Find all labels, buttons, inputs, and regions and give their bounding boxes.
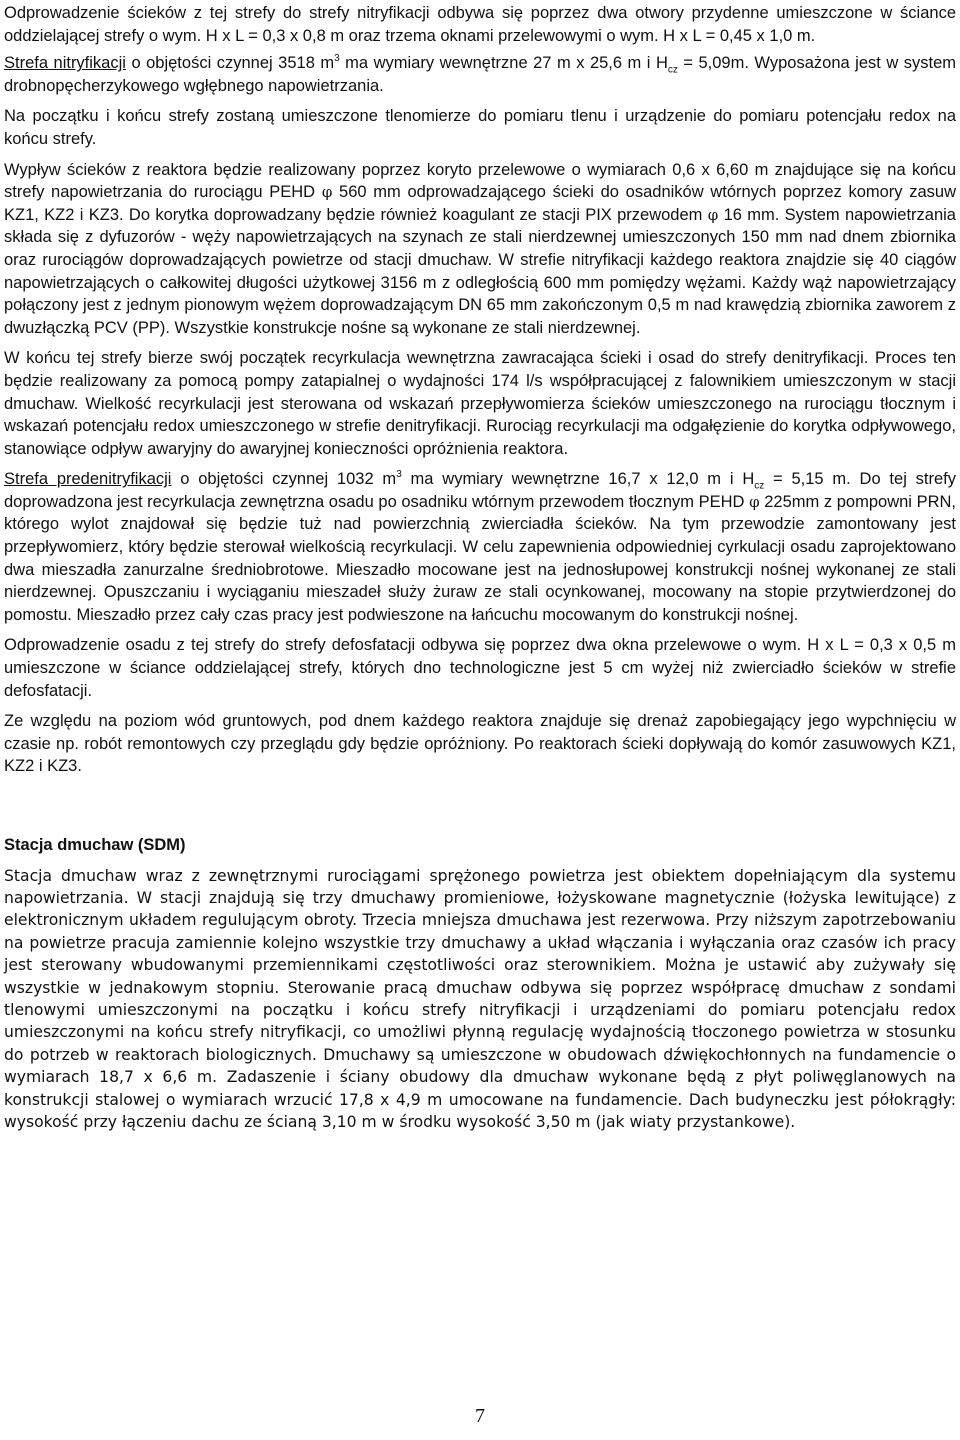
text-span: 16 mm. System napowietrzania składa się z dyfuzorów - węży napowietrzających na szynach ze stali nierdzewnej umieszczonych 150 mm nad dnem zbiornika oraz rurociągów doprowadzających powietrze od stacji dmuchaw. W strefie nitryfikacji każdego reaktora znajdzie się 40 ciągów napowietrzających o całkowitej długości użytkowej 3156 m z odległością 600 mm pomiędzy wężami. Każdy wąż napowietrzający połączony jest z jednym pionowym wężem doprowadzającym DN 65 mm zakończonym 0,5 m nad krawędzią zbiornika zaworem z dwuzłączką PCV (PP). Wszystkie konstrukcje nośne są wykonane ze stali nierdzewnej. bbox=[4, 205, 956, 337]
text-span: Wypływ ścieków z reaktora będzie realizowany poprzez koryto przelewowe o wymiarach 0,6 x 6,60 m znajdujące się na końcu strefy napowietrzania do rurociągu PEHD bbox=[4, 160, 956, 202]
text-span: o objętości czynnej 3518 m bbox=[125, 54, 335, 73]
nitrification-zone-title: Strefa nitryfikacji bbox=[4, 54, 126, 73]
paragraph-nitrification-zone bbox=[4, 52, 956, 97]
paragraph-internal-recirculation: W końcu tej strefy bierze swój początek recyrkulacja wewnętrzna zawracająca ścieki i osad do strefy denitryfikacji. Proces ten będzie realizowany za pomocą pompy zatapialnej o wydajności 174 l/s współpracującej z falownikiem umieszczonym w stacji dmuchaw. Wielkość recyrkulacji jest sterowana od wskazań przepływomierza ścieków umieszczonego na rurociągu tłocznym i wskazań potencjału redox umieszczonego w strefie denitryfikacji. Rurociąg recyrkulacji ma odgałęzienie do korytka odpływowego, stanowiące odpływ awaryjny do awaryjnej konieczności opróżnienia reaktora. bbox=[4, 349, 956, 458]
diameter-symbol: φ bbox=[321, 183, 333, 202]
paragraph-oxygen-meters: Na początku i końcu strefy zostaną umieszczone tlenomierze do pomiaru tlenu i urządzenie do pomiaru potencjału redox na końcu strefy. bbox=[4, 107, 956, 148]
text-span: = 5,09m. Wyposażona jest w system drobnopęcherzykowego wgłębnego napowietrzania. bbox=[4, 54, 956, 95]
text-span: ma wymiary wewnętrzne 16,7 x 12,0 m i H bbox=[401, 470, 755, 489]
superscript: 3 bbox=[334, 52, 340, 64]
document-page bbox=[4, 2, 956, 1133]
text-span: o objętości czynnej 1032 m bbox=[171, 470, 397, 489]
paragraph-outflow-nitrification: Odprowadzenie ścieków z tej strefy do strefy nitryfikacji odbywa się poprzez dwa otwory przydenne umieszczone w ściance oddzielającej strefy o wym. H x L = 0,3 x 0,8 m oraz trzema oknami przelewowymi o wym. H x L = 0,45 x 1,0 m. bbox=[4, 4, 956, 45]
text-span: = 5,15 m. Do tej strefy doprowadzona jest recyrkulacja zewnętrzna osadu po osadniku wtórnym przewodem tłocznym PEHD bbox=[4, 470, 957, 511]
text-span: 225mm z pompowni PRN, którego wylot znajdował się będzie tuż nad powierzchnią zwierciadła ścieków. Na tym przewodzie zamontowany jest przepływomierz, który będzie sterował wielkością recyrkulacji. W celu zapewnienia odpowiedniej cyrkulacji osadu zaprojektowano dwa mieszadła zanurzalne średniobrotowe. Mieszadło mocowane jest na jednosłupowej konstrukcji nośnej wykonanej ze stali nierdzewnej. Opuszczaniu i wyciąganiu mieszadeł służy żuraw ze stali ocynkowanej, mocowany na stopie przytwierdzonej do pomostu. Mieszadło przez cały czas pracy jest podwieszone na łańcuchu mocowanym do konstrukcji nośnej. bbox=[4, 492, 956, 624]
text-span: ma wymiary wewnętrzne 27 m x 25,6 m i H bbox=[339, 54, 668, 73]
paragraph-groundwater-drainage: Ze względu na poziom wód gruntowych, pod dnem każdego reaktora znajduje się drenaż zapobiegający jego wypchnięciu w czasie np. robót remontowych czy przeglądu gdy będzie opróżniony. Po reaktorach ścieki dopływają do komór zasuwowych KZ1, KZ2 i KZ3. bbox=[4, 712, 956, 776]
text-span: 560 mm odprowadzającego ścieki do osadników wtórnych poprzez komory zasuw KZ1, KZ2 i KZ3. Do korytka doprowadzany będzie również koagulant ze stacji PIX przewodem bbox=[4, 183, 957, 224]
section-heading-blower-station: Stacja dmuchaw (SDM) bbox=[4, 836, 186, 854]
paragraph-reactor-outflow bbox=[4, 159, 956, 340]
subscript: cz bbox=[754, 480, 765, 492]
superscript: 3 bbox=[396, 468, 402, 480]
predenitrification-zone-title: Strefa predenitryfikacji bbox=[4, 470, 172, 489]
diameter-symbol: φ bbox=[707, 205, 719, 224]
page-number: 7 bbox=[475, 1405, 485, 1427]
paragraph-predenitrification-zone bbox=[4, 468, 956, 626]
subscript: cz bbox=[667, 64, 678, 76]
paragraph-sludge-outflow: Odprowadzenie osadu z tej strefy do strefy defosfatacji odbywa się poprzez dwa okna przelewowe o wym. H x L = 0,3 x 0,5 m umieszczone w ściance oddzielającej strefy, których dno technologiczne jest 5 cm wyżej niż zwierciadło ścieków w strefie defosfatacji. bbox=[4, 636, 956, 700]
paragraph-blower-station: Stacja dmuchaw wraz z zewnętrznymi rurociągami sprężonego powietrza jest obiektem dopełniającym dla systemu napowietrzania. W stacji znajdują się trzy dmuchawy promieniowe, łożyskowane magnetycznie (łożyska lewitujące) z elektronicznym układem regulującym obroty. Trzecia mniejsza dmuchawa jest rezerwowa. Przy niższym zapotrzebowaniu na powietrze pracuja zamiennie kolejno wszystkie trzy dmuchawy a układ włączania i wyłączania oraz czasów ich pracy jest sterowany wbudowanymi przemiennikami częstotliwości oraz sterownikiem. Można je ustawić aby zużywały się wszystkie w jednakowym stopniu. Sterowanie pracą dmuchaw odbywa się poprzez współpracę dmuchaw z sondami tlenowymi umieszczonymi na początku i końcu strefy nitryfikacji i urządzeniami do pomiaru potencjału redox umieszczonymi na końcu strefy nitryfikacji, co umożliwi płynną regulację wydajnością tłoczonego powietrza w stosunku do potrzeb w reaktorach biologicznych. Dmuchawy są umieszczone w obudowach dźwiękochłonnych na fundamencie o wymiarach 18,7 x 6,6 m. Zadaszenie i ściany obudowy dla dmuchaw wykonane będą z płyt poliwęglanowych na konstrukcji stalowej o wymiarach wrzucić 17,8 x 4,9 m umocowane na fundamencie. Dach budyneczku jest półokrągły: wysokość przy łączeniu dachu ze ścianą 3,10 m w środku wysokość 3,50 m (jak wiaty przystankowe). bbox=[4, 866, 956, 1132]
diameter-symbol: φ bbox=[749, 492, 760, 511]
